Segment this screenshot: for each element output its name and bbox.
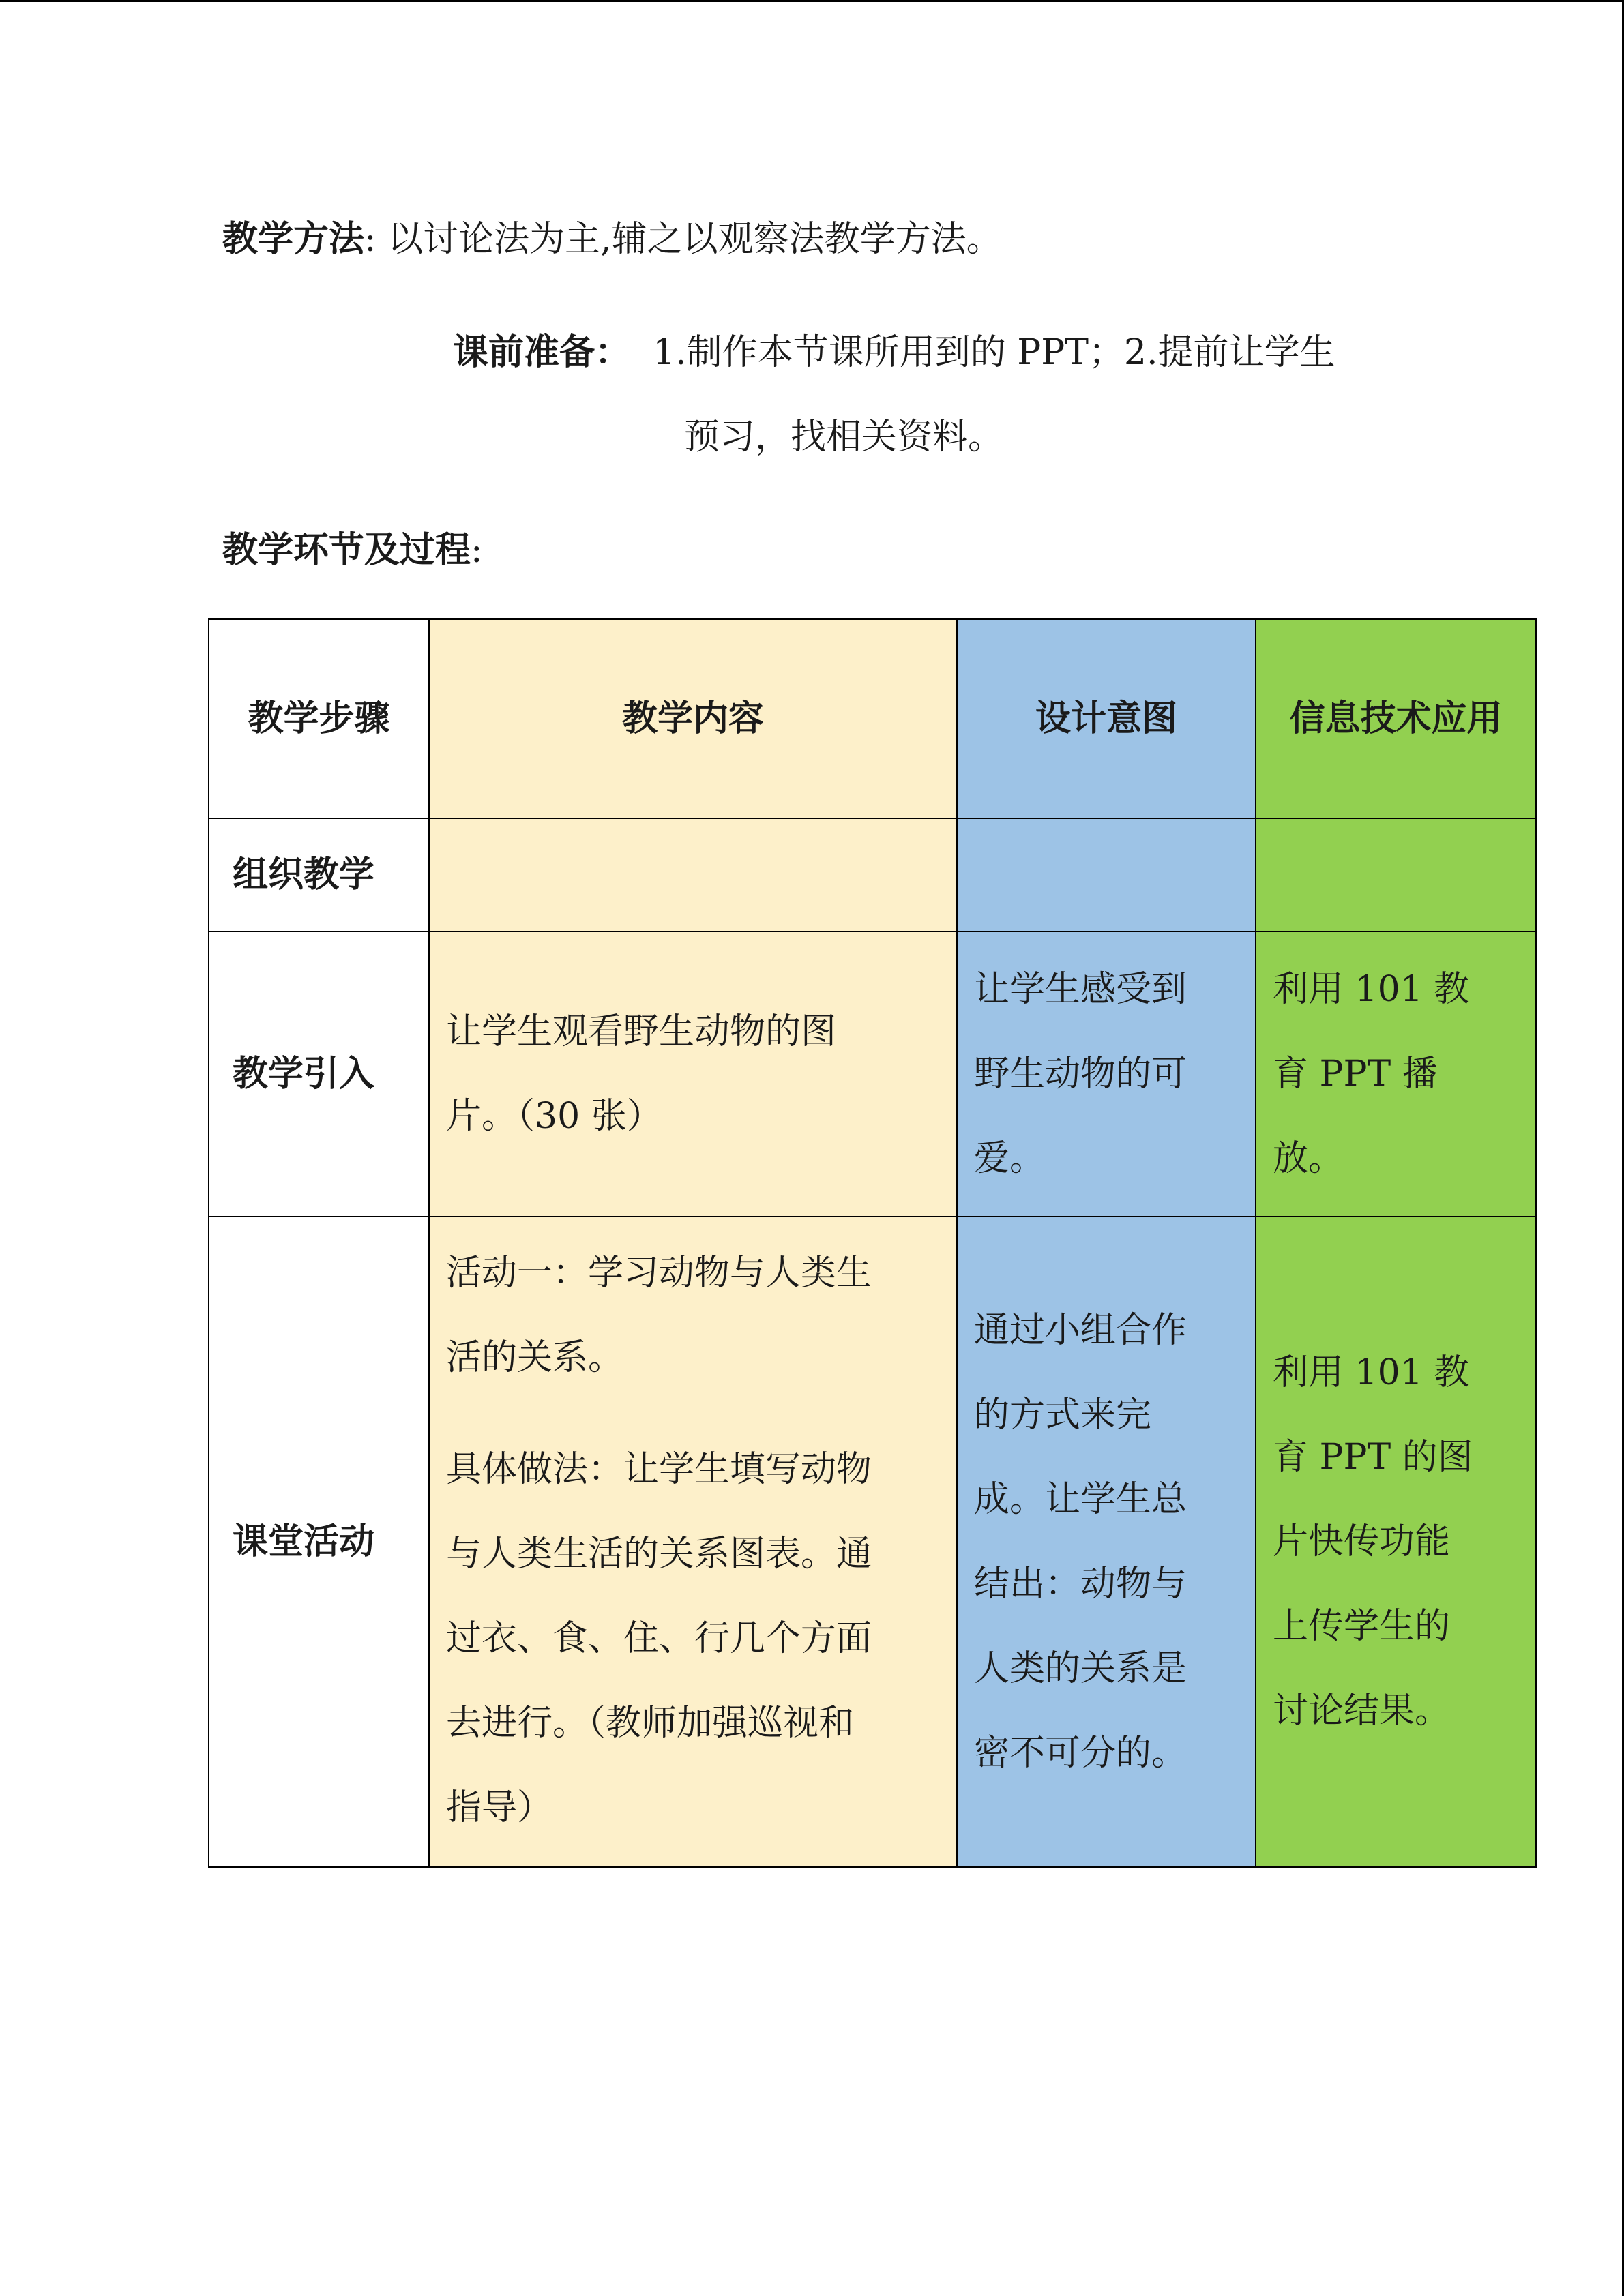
activity-line: 活的关系。 (446, 1337, 624, 1378)
tech-activity-line: 片快传功能 (1273, 1521, 1451, 1562)
process-colon: : (471, 530, 483, 571)
intent-classroom-activity (957, 1217, 1256, 1867)
tech-introduction-line: 育 PPT 播 (1273, 1054, 1438, 1094)
activity-line: 活动一：学习动物与人类生 (446, 1253, 872, 1294)
content-organize (429, 818, 957, 931)
tech-introduction-line: 利用 101 教 (1273, 969, 1470, 1010)
method-line: 去进行。（教师加强巡视和 (446, 1703, 855, 1744)
step-introduction: 教学引入 (209, 931, 429, 1217)
header-tech: 信息技术应用 (1256, 619, 1536, 818)
table-row (209, 1217, 1536, 1867)
content-introduction (429, 931, 957, 1217)
teaching-method-paragraph (222, 215, 1002, 263)
content-introduction-line: 片。（30 张） (446, 1096, 662, 1137)
content-classroom-activity (429, 1217, 957, 1867)
process-label: 教学环节及过程 (222, 530, 471, 571)
preparation-text-line1: 1.制作本节课所用到的 PPT；2.提前让学生 (630, 332, 1335, 373)
method-line: 过衣、食、住、行几个方面 (446, 1618, 872, 1659)
header-step: 教学步骤 (209, 619, 429, 818)
method-line: 与人类生活的关系图表。通 (446, 1534, 872, 1575)
intent-activity-line: 成。让学生总 (974, 1479, 1187, 1520)
intent-activity-line: 人类的关系是 (974, 1648, 1187, 1689)
intent-organize (957, 818, 1256, 931)
method-line: 具体做法：让学生填写动物 (446, 1449, 872, 1490)
content-introduction-line: 让学生观看野生动物的图 (446, 1011, 837, 1052)
tech-introduction-line: 放。 (1273, 1138, 1344, 1179)
paragraph-gap (446, 1400, 944, 1427)
intent-introduction-line: 野生动物的可 (974, 1054, 1187, 1094)
intent-activity-line: 的方式来完 (974, 1395, 1152, 1435)
table-row (209, 931, 1536, 1217)
tech-organize (1256, 818, 1536, 931)
preparation-text-line2: 预习，找相关资料。 (684, 417, 1004, 458)
page-top-border (0, 0, 1624, 2)
tech-activity-line: 上传学生的 (1273, 1606, 1451, 1647)
step-organize: 组织教学 (209, 818, 429, 931)
intent-introduction-line: 让学生感受到 (974, 969, 1187, 1010)
tech-classroom-activity (1256, 1217, 1536, 1867)
intent-activity-line: 结出：动物与 (974, 1564, 1187, 1605)
header-intent: 设计意图 (957, 619, 1256, 818)
tech-activity-line: 讨论结果。 (1273, 1690, 1451, 1731)
intent-introduction (957, 931, 1256, 1217)
method-line: 指导） (446, 1787, 553, 1828)
step-classroom-activity: 课堂活动 (209, 1217, 429, 1867)
intent-introduction-line: 爱。 (974, 1138, 1046, 1179)
teaching-method-label: 教学方法 (222, 219, 365, 260)
tech-introduction (1256, 931, 1536, 1217)
tech-activity-line: 利用 101 教 (1273, 1352, 1470, 1393)
intent-activity-line: 密不可分的。 (974, 1733, 1187, 1774)
preparation-label: 课前准备： (453, 332, 631, 373)
header-content: 教学内容 (429, 619, 957, 818)
tech-activity-line: 育 PPT 的图 (1273, 1437, 1473, 1478)
table-row (209, 818, 1536, 931)
process-heading (222, 526, 483, 574)
teaching-method-text: : 以讨论法为主,辅之以观察法教学方法。 (364, 219, 1002, 260)
preparation-paragraph (453, 329, 1335, 376)
lesson-table (208, 618, 1537, 1868)
intent-activity-line: 通过小组合作 (974, 1310, 1187, 1351)
table-header-row (209, 619, 1536, 818)
